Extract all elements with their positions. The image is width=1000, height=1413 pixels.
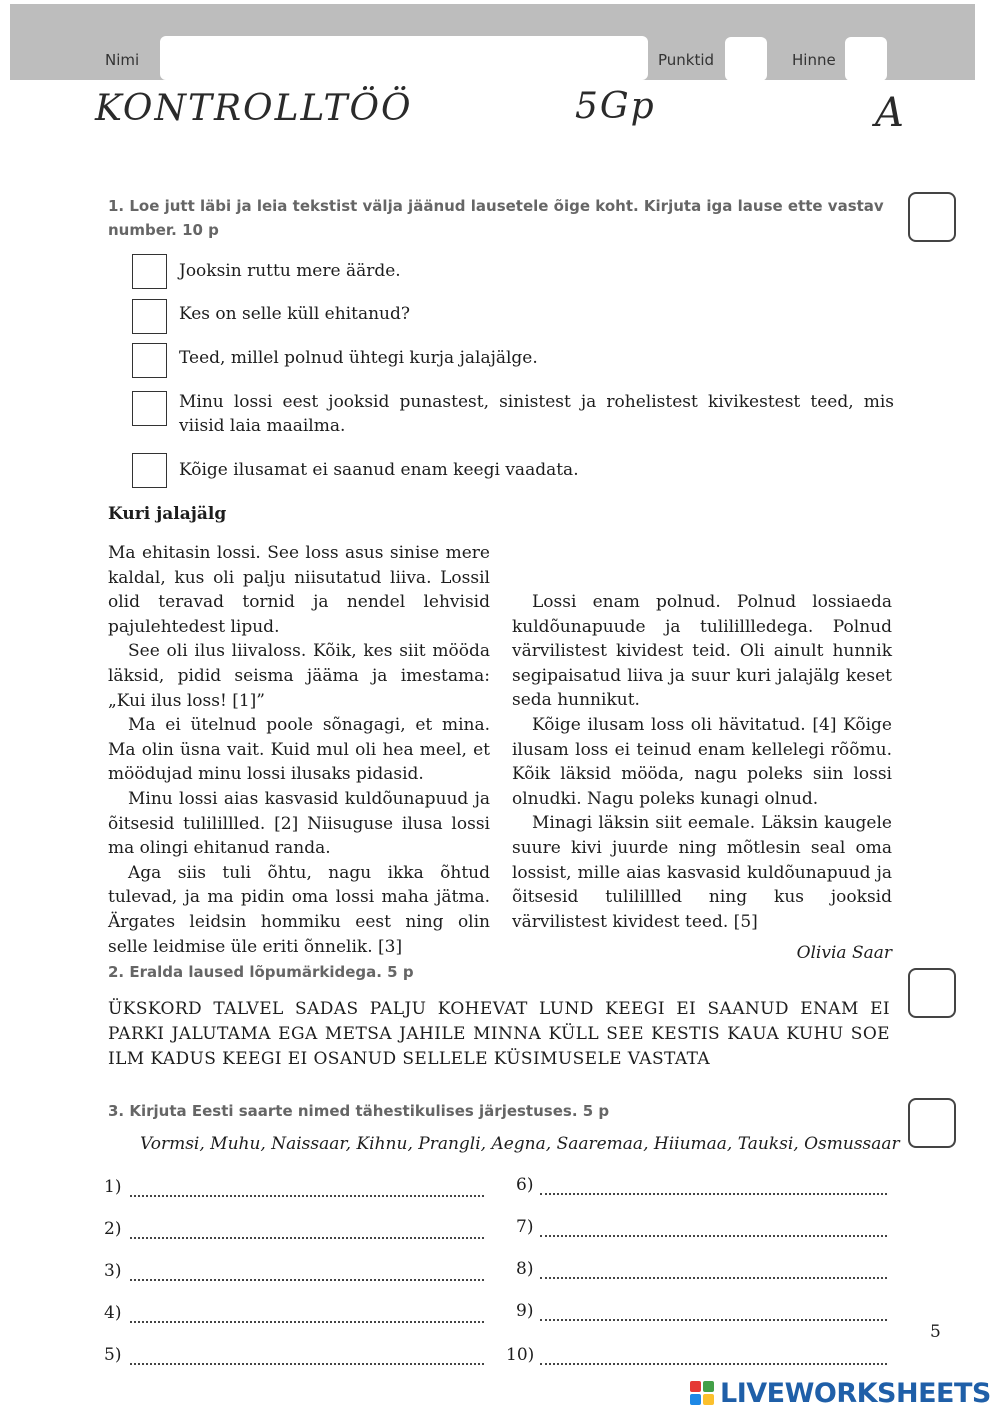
question-1-title: 1. Loe jutt läbi ja leia tekstist välja jäänud lausetele õige koht. Kirjuta iga lause ette vastav number. 10 p [108,197,884,239]
answer-line-3[interactable] [104,1261,484,1285]
header-bar [10,4,975,80]
question-3-score-box[interactable] [908,1098,956,1148]
dotted-line [130,1362,484,1365]
answer-line-2[interactable] [104,1219,484,1243]
question-2-text: ÜKSKORD TALVEL SADAS PALJU KOHEVAT LUND KEEGI EI SAANUD ENAM EI PARKI JALUTAMA EGA METSA JAHILE MINNA KÜLL SEE KESTIS KAUA KUHU SOE ILM KADUS KEEGI EI OSANUD SELLELE KÜSIMUSELE VASTATA [108,999,890,1069]
handwritten-variant: A [875,90,906,136]
answer-number: 2) [104,1219,122,1239]
answer-number: 3) [104,1261,122,1281]
dotted-line [540,1318,887,1321]
option-4: Minu lossi eest jooksid punastest, sinistest ja rohelistest kivikestest teed, mis viisid laia maailma. [179,392,894,436]
answer-line-4[interactable] [104,1303,484,1327]
logo-square [703,1381,714,1392]
answer-box-2[interactable] [132,299,167,334]
answer-number: 9) [516,1301,534,1321]
story-paragraph: Ma ei ütelnud poole sõnagagi, et mina. Ma olin üsna vait. Kuid mul oli hea meel, et möödujad minu lossi ilusaks pidasid. [108,715,490,785]
dotted-line [130,1194,484,1197]
answer-number: 1) [104,1177,122,1197]
story-paragraph: Ma ehitasin lossi. See loss asus sinise mere kaldal, kus oli palju niisutatud liiva. Lossil olid teravad tornid ja nendel lehvisid pajulehtedest lipud. [108,543,490,637]
answer-number: 7) [516,1217,534,1237]
story-paragraph: Lossi enam polnud. Polnud lossiaeda kuldõunapuude ja tulilillledega. Polnud värvilistest kividest teid. Oli ainult hunnik segipaisatud liiva ja suur kuri jalajälg keset seda hunnikut. [512,592,892,711]
answer-line-1[interactable] [104,1177,484,1201]
answer-box-3[interactable] [132,343,167,378]
points-field[interactable] [725,37,767,81]
liveworksheets-icon [690,1381,714,1405]
story-right-column [512,590,892,934]
name-label: Nimi [105,51,140,69]
story-left-column [108,541,490,959]
story-paragraph: Minu lossi aias kasvasid kuldõunapuud ja õitsesid tulilillled. [2] Niisuguse ilusa lossi ma olingi ehitanud randa. [108,788,490,859]
question-3-title: 3. Kirjuta Eesti saarte nimed tähestikulises järjestuses. 5 p [108,1102,610,1120]
option-1: Jooksin ruttu mere äärde. [179,261,401,281]
handwritten-class: 5Gp [575,86,656,127]
story-paragraph: Minagi läksin siit eemale. Läksin kaugele suure kivi juurde ning mõtlesin seal oma lossist, mille aias kasvasid kuldõunapuud ja õitsesid tulilillled ning kus jooksid värvilistest kividest teed. [5] [512,813,892,932]
dotted-line [540,1234,887,1237]
dotted-line [540,1362,887,1365]
answer-line-5[interactable] [104,1345,484,1369]
answer-line-8[interactable] [512,1259,887,1283]
question-2-score-box[interactable] [908,968,956,1018]
answer-line-9[interactable] [512,1301,887,1325]
logo-square [703,1394,714,1405]
answer-number: 8) [516,1259,534,1279]
story-paragraph: Aga siis tuli õhtu, nagu ikka õhtud tulevad, ja ma pidin oma lossi maha jätma. Ärgates leidsin hommiku eest ning olin selle leidmise üle eriti õnnelik. [3] [108,862,490,957]
option-2: Kes on selle küll ehitanud? [179,304,410,324]
answer-number: 6) [516,1175,534,1195]
dotted-line [540,1276,887,1279]
logo-square [690,1381,701,1392]
island-list: Vormsi, Muhu, Naissaar, Kihnu, Prangli, Aegna, Saaremaa, Hiiumaa, Tauksi, Osmussaar [140,1134,900,1154]
story-title: Kuri jalajälg [108,504,227,524]
name-field[interactable] [160,36,648,80]
question-2-title: 2. Eralda laused lõpumärkidega. 5 p [108,963,414,981]
logo-square [690,1394,701,1405]
story-paragraph: Kõige ilusam loss oli hävitatud. [4] Kõige ilusam loss ei teinud enam kellelegi rõõmu. Kõik läksid mööda, nagu poleks siin lossi olnudki. Nagu poleks kunagi olnud. [512,714,892,809]
dotted-line [130,1236,484,1239]
liveworksheets-logo[interactable] [690,1377,991,1409]
points-label: Punktid [658,51,715,69]
story-author: Olivia Saar [796,943,892,963]
answer-line-7[interactable] [512,1217,887,1241]
answer-line-10[interactable] [504,1345,887,1369]
grade-label: Hinne [792,51,836,69]
answer-number: 5) [104,1345,122,1365]
answer-box-1[interactable] [132,254,167,289]
handwritten-title: KONTROLLTÖÖ [95,88,413,129]
answer-line-6[interactable] [512,1175,887,1199]
dotted-line [130,1278,484,1281]
story-paragraph: See oli ilus liivaloss. Kõik, kes siit mööda läksid, pidid seisma jääma ja imestama: „Kui ilus loss! [1]” [108,641,490,711]
answer-box-4[interactable] [132,391,167,426]
page-number: 5 [930,1322,941,1342]
grade-field[interactable] [845,37,887,81]
answer-number: 10) [506,1345,535,1365]
answer-box-5[interactable] [132,453,167,488]
liveworksheets-wordmark: LIVEWORKSHEETS [720,1377,991,1409]
answer-number: 4) [104,1303,122,1323]
dotted-line [130,1320,484,1323]
option-5: Kõige ilusamat ei saanud enam keegi vaadata. [179,460,579,480]
question-1-score-box[interactable] [908,192,956,242]
dotted-line [540,1192,887,1195]
option-3: Teed, millel polnud ühtegi kurja jalajälge. [179,348,538,368]
